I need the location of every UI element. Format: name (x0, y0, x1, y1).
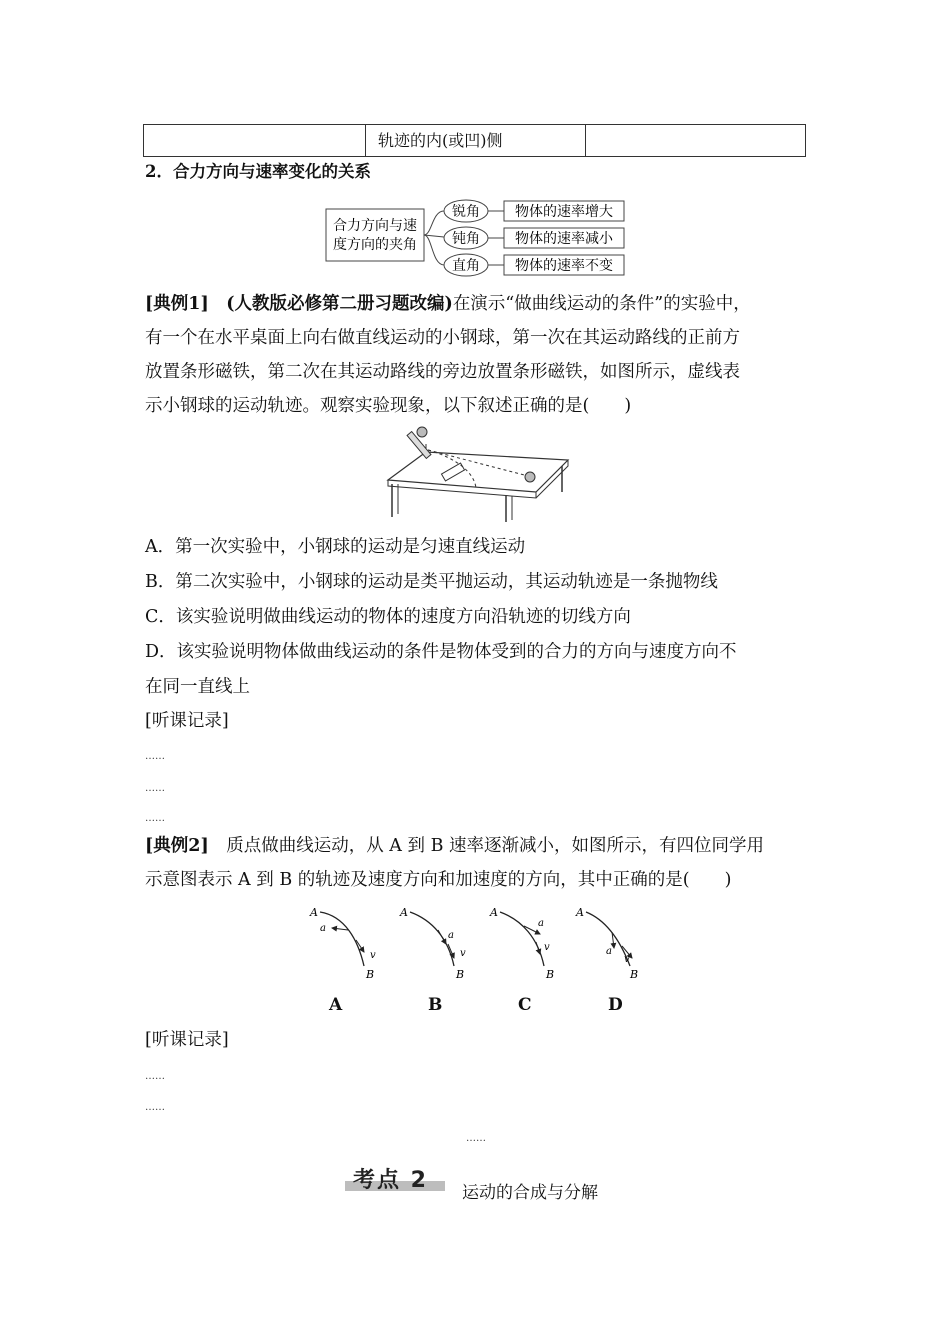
svg-text:A: A (400, 906, 408, 919)
svg-text:v: v (544, 942, 550, 953)
dots: …… (145, 1102, 165, 1113)
example-source: (人教版必修第二册习题改编) (226, 294, 453, 314)
notes-label: [听课记录] (145, 711, 229, 731)
dots: …… (145, 813, 165, 824)
svg-text:B: B (630, 968, 639, 981)
svg-text:a: a (320, 923, 326, 934)
example1-line1: [典例1] (人教版必修第二册习题改编)在演示“做曲线运动的条件”的实验中， (145, 294, 751, 314)
figure-b (399, 906, 466, 981)
figure-c (489, 906, 554, 981)
angle-concept-diagram (320, 193, 630, 279)
magnet-experiment-figure (378, 422, 578, 524)
svg-text:v: v (460, 948, 466, 959)
diagram-result-decrease: 物体的速率减小 (515, 231, 613, 247)
example1-line4: 示小钢球的运动轨迹。观察实验现象，以下叙述正确的是( ) (145, 396, 632, 416)
trajectory-curve (320, 912, 364, 966)
example1-line3: 放置条形磁铁，第二次在其运动路线的旁边放置条形磁铁，如图所示，虚线表 (145, 362, 740, 382)
choice-label-b: B (428, 995, 443, 1015)
option-d-cont: 在同一直线上 (145, 677, 250, 697)
option-c: C．该实验说明做曲线运动的物体的速度方向沿轨迹的切线方向 (145, 607, 631, 627)
steel-ball (417, 427, 427, 437)
svg-text:a: a (448, 930, 454, 941)
figure-d (575, 906, 638, 981)
option-b: B．第二次实验中，小钢球的运动是类平抛运动，其运动轨迹是一条抛物线 (145, 572, 718, 592)
svg-text:B: B (546, 968, 555, 981)
svg-text:v: v (624, 954, 630, 965)
example-tag: [典例1] (145, 294, 209, 314)
table-top (388, 452, 568, 492)
diagram-connector (424, 235, 444, 265)
choice-label-d: D (608, 995, 623, 1015)
example2-line1: [典例2] 质点做曲线运动，从 A 到 B 速率逐渐减小，如图所示，有四位同学用 (145, 836, 764, 856)
choice-label-c: C (518, 995, 532, 1015)
svg-text:a: a (606, 946, 612, 957)
option-d: D．该实验说明物体做曲线运动的条件是物体受到的合力的方向与速度方向不 (145, 642, 737, 662)
kaodian-badge-text: 考点 2 (353, 1168, 428, 1193)
example1-line2: 有一个在水平桌面上向右做直线运动的小钢球，第一次在其运动路线的正前方 (145, 328, 740, 348)
table-cell-empty (144, 125, 366, 156)
svg-text:A: A (310, 906, 318, 919)
diagram-root-line2: 度方向的夹角 (333, 237, 417, 253)
dots: …… (466, 1133, 486, 1144)
svg-text:a: a (538, 918, 544, 929)
table-cell-text: 轨迹的内(或凹)侧 (366, 125, 586, 156)
dots: …… (145, 751, 165, 762)
notes-label: [听课记录] (145, 1030, 229, 1050)
diagram-angle-acute: 锐角 (452, 204, 480, 220)
choice-label-a: A (329, 995, 343, 1015)
svg-text:v: v (370, 950, 376, 961)
figure-a (309, 906, 376, 981)
table-row (143, 124, 806, 157)
diagram-root-box (326, 209, 424, 261)
dots: …… (145, 1071, 165, 1082)
diagram-connector (424, 211, 444, 235)
kaodian-title: 运动的合成与分解 (462, 1183, 598, 1203)
option-a: A．第一次实验中，小钢球的运动是匀速直线运动 (145, 537, 526, 557)
steel-ball (525, 472, 535, 482)
diagram-angle-right: 直角 (452, 258, 480, 274)
example-tag: [典例2] (145, 836, 209, 856)
trajectory-figures (300, 900, 660, 990)
svg-text:A: A (490, 906, 498, 919)
diagram-result-increase: 物体的速率增大 (515, 204, 613, 220)
diagram-angle-obtuse: 钝角 (452, 231, 480, 247)
kaodian-badge (345, 1163, 445, 1193)
svg-text:B: B (456, 968, 465, 981)
dots: …… (145, 783, 165, 794)
section-title: 2．合力方向与速率变化的关系 (145, 162, 371, 181)
svg-text:A: A (576, 906, 584, 919)
example2-line2: 示意图表示 A 到 B 的轨迹及速度方向和加速度的方向，其中正确的是( ) (145, 870, 732, 890)
svg-text:B: B (366, 968, 375, 981)
diagram-root-line1: 合力方向与速 (333, 218, 417, 234)
diagram-result-unchanged: 物体的速率不变 (515, 258, 613, 274)
